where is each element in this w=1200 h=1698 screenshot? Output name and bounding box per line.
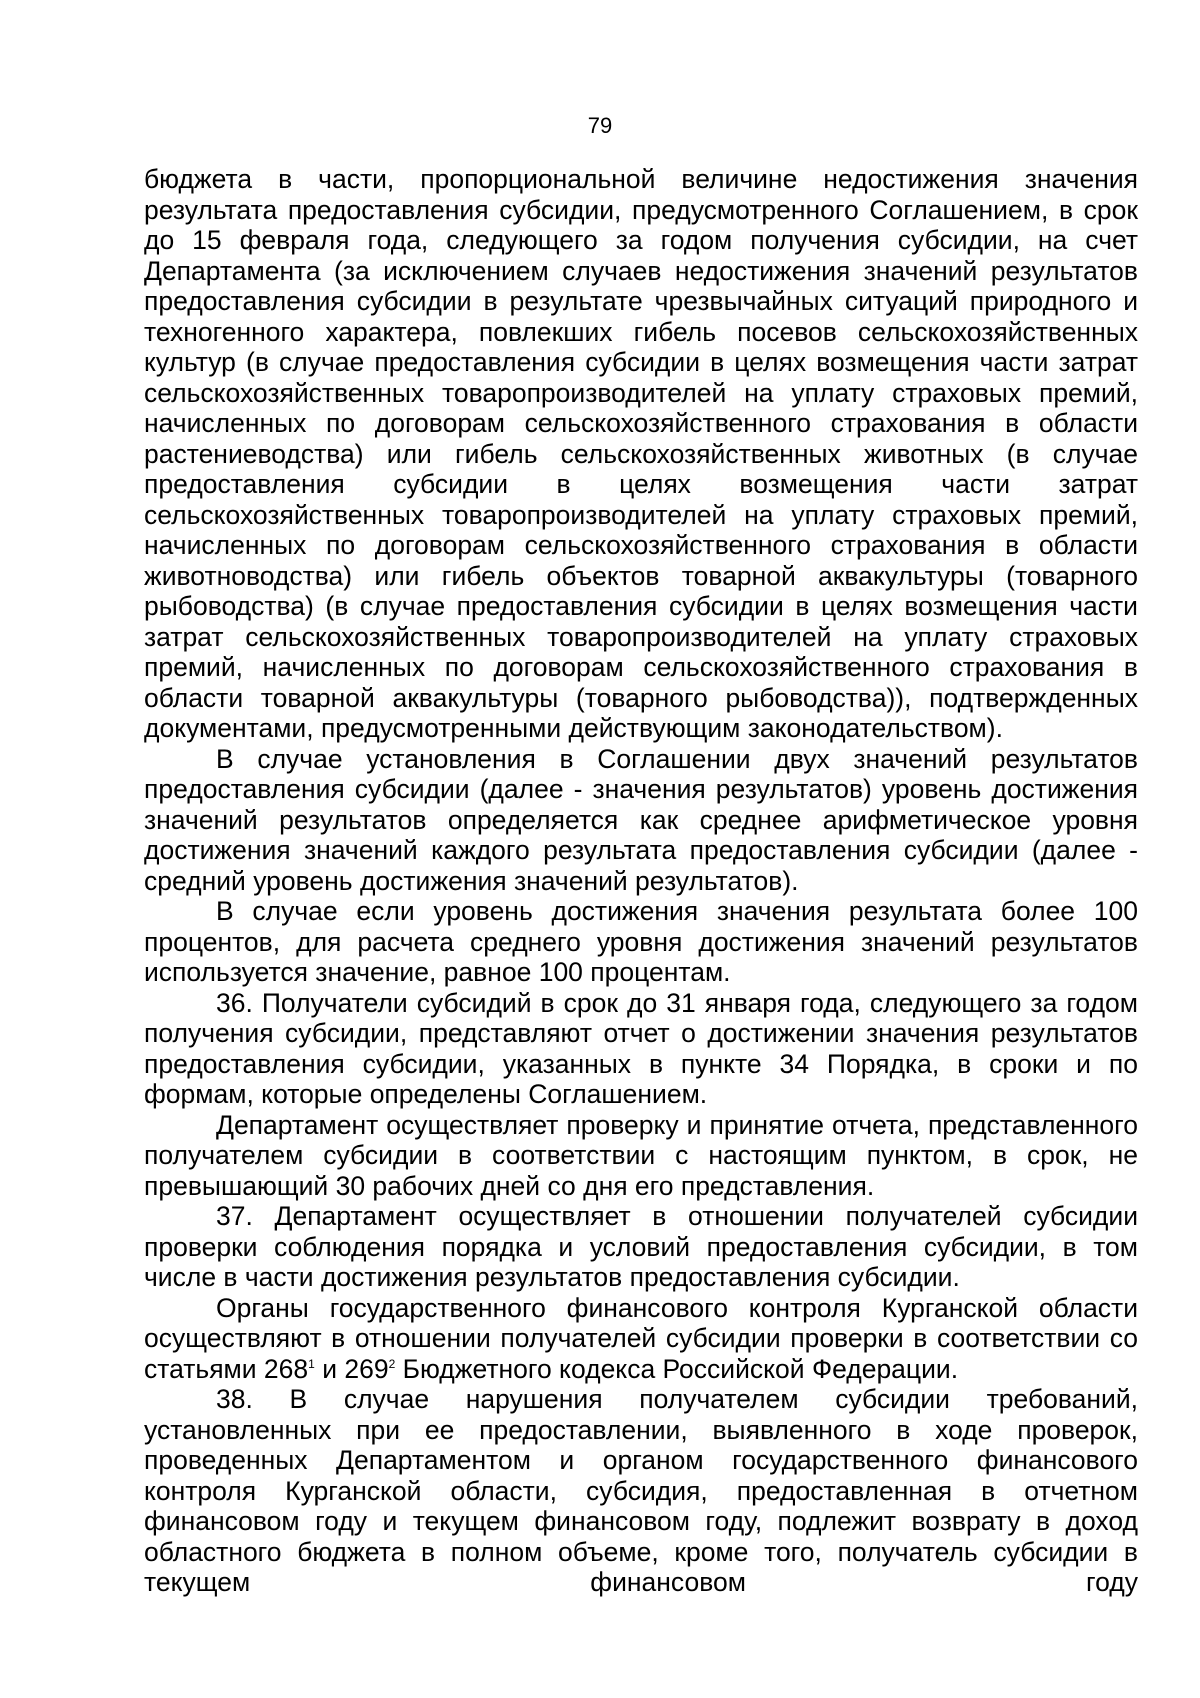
citation-text-after: Бюджетного кодекса Российской Федерации. (395, 1353, 959, 1384)
paragraph-item-38: 38. В случае нарушения получателем субсидии требований, установленных при ее предоставлении, выявленного в ходе проверок, проведенных Департаментом и органом государственного финансового контроля Курганской области, субсидия, предоставленная в отчетном финансовом году и текущем финансовом году, подлежит возврату в доход областного бюджета в полном объеме, кроме того, получатель субсидии в текущем финансовом году (144, 1384, 1138, 1597)
paragraph-financial-control (144, 1293, 1138, 1385)
superscript-1: 1 (308, 1356, 315, 1371)
body-text (144, 164, 1138, 1598)
citation-text-middle: и 269 (314, 1353, 389, 1384)
paragraph-item-37: 37. Департамент осуществляет в отношении получателей субсидии проверки соблюдения порядка и условий предоставления субсидии, в том числе в части достижения результатов предоставления субсидии. (144, 1201, 1138, 1292)
paragraph-item-36: 36. Получатели субсидий в срок до 31 января года, следующего за годом получения субсидии, представляют отчет о достижении значения результатов предоставления субсидии, указанных в пункте 34 Порядка, в сроки и по формам, которые определены Соглашением. (144, 987, 1138, 1109)
paragraph-over-100: В случае если уровень достижения значения результата более 100 процентов, для расчета среднего уровня достижения значений результатов используется значение, равное 100 процентам. (144, 896, 1138, 987)
citation-text-before: Органы государственного финансового контроля Курганской области осуществляют в отношении получателей субсидии проверки в соответствии со статьями 268 (144, 1292, 1138, 1384)
paragraph-two-results: В случае установления в Соглашении двух значений результатов предоставления субсидии (далее - значения результатов) уровень достижения значений результатов определяется как среднее арифметическое уровня достижения значений каждого результата предоставления субсидии (далее - средний уровень достижения значений результатов). (144, 743, 1138, 896)
page-number: 79 (587, 113, 613, 138)
superscript-2: 2 (388, 1356, 396, 1371)
paragraph-continued: бюджета в части, пропорциональной величине недостижения значения результата предоставления субсидии, предусмотренного Соглашением, в срок до 15 февраля года, следующего за годом получения субсидии, на счет Департамента (за исключением случаев недостижения значений результатов предоставления субсидии в результате чрезвычайных ситуаций природного и техногенного характера, повлекших гибель посевов сельскохозяйственных культур (в случае предоставления субсидии в целях возмещения части затрат сельскохозяйственных товаропроизводителей на уплату страховых премий, начисленных по договорам сельскохозяйственного страхования в области растениеводства) или гибель сельскохозяйственных животных (в случае предоставления субсидии в целях возмещения части затрат сельскохозяйственных товаропроизводителей на уплату страховых премий, начисленных по договорам сельскохозяйственного страхования в области животноводства) или гибель объектов товарной аквакультуры (товарного рыбоводства) (в случае предоставления субсидии в целях возмещения части затрат сельскохозяйственных товаропроизводителей на уплату страховых премий, начисленных по договорам сельскохозяйственного страхования в области товарной аквакультуры (товарного рыбоводства)), подтвержденных документами, предусмотренными действующим законодательством). (144, 164, 1138, 743)
paragraph-report-check: Департамент осуществляет проверку и принятие отчета, представленного получателем субсидии в соответствии с настоящим пунктом, в срок, не превышающий 30 рабочих дней со дня его представления. (144, 1109, 1138, 1201)
